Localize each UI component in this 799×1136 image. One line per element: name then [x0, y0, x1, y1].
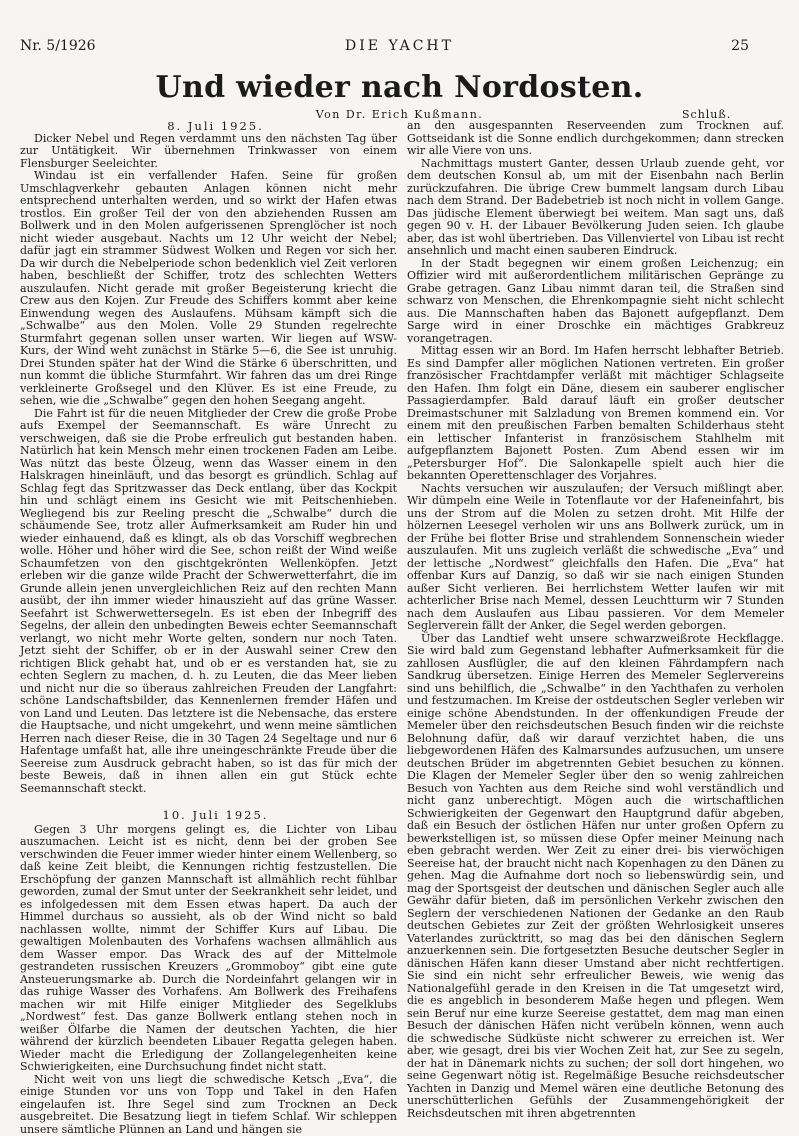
paragraph: an den ausgespannten Reserveenden zum Trocknen auf. Gottseidank ist die Sonne endlich durchgekommen; dann strecken wir alle Viere von uns. [407, 120, 784, 158]
paragraph: Dicker Nebel und Regen verdammt uns den nächsten Tag über zur Untätigkeit. Wir übernehmen Trinkwasser von einem Flensburger Seeleichter. [20, 133, 397, 171]
paragraph: Gegen 3 Uhr morgens gelingt es, die Lichter von Libau auszumachen. Leicht ist es nicht, denn bei der groben See verschwinden die Feuer immer wieder hinter einem Wellenberg, so daß keine Zeit bleibt, die Kennungen richtig festzustellen. Die Erschöpfung der ganzen Mannschaft ist allmählich recht fühlbar geworden, zumal der Smut unter der Seekrankheit sehr leidet, und es infolgedessen mit dem Essen etwas hapert. Da auch der Himmel durchaus so aussieht, als ob der Wind nicht so bald nachlassen wollte, nimmt der Schiffer Kurs auf Libau. Die gewaltigen Molenbauten des Vorhafens wachsen allmählich aus dem Wasser empor. Das Wrack des auf der Mittelmole gestrandeten russischen Kreuzers „Grommoboy“ gibt eine gute Ansteuerungsmarke ab. Durch die Nordeinfahrt gelangen wir in das ruhige Wasser des Vorhafens. Am Bollwerk des Freihafens machen wir mit Hilfe einiger Mitglieder des Segelklubs „Nordwest“ fest. Das ganze Bollwerk entlang stehen noch in weißer Ölfarbe die Namen der deutschen Yachten, die hier während der kürzlich beendeten Libauer Regatta gelegen haben. Wieder macht die Erledigung der Zollangelegenheiten keine Schwierigkeiten, eine Durchsuchung findet nicht statt. [20, 824, 397, 1074]
conclusion-marker: Schluß. [682, 108, 731, 121]
paragraph: Mittag essen wir an Bord. Im Hafen herrscht lebhafter Betrieb. Es sind Dampfer aller möglichen Nationen vertreten. Ein großer französischer Frachtdampfer verläßt mit mächtiger Schlagseite den Hafen. Ihm folgt ein Däne, diesem ein sauberer englischer Passagierdampfer. Bald darauf läuft ein großer deutscher Dreimastschuner mit Salzladung von Bremen kommend ein. Vor einem mit den preußischen Farben bemalten Schilderhaus steht ein lettischer Infanterist in französischem Stahlhelm mit aufgepflanztem Bajonett Posten. Zum Abend essen wir im „Petersburger Hof“. Die Salonkapelle spielt auch hier die bekannten Operettenschlager des Vorjahres. [407, 345, 784, 483]
right-column [407, 120, 784, 1092]
magazine-name: DIE YACHT [0, 38, 799, 54]
issue-number: Nr. 5/1926 [20, 38, 96, 54]
paragraph: Nachmittags mustert Ganter, dessen Urlaub zuende geht, vor dem deutschen Konsul ab, um mit der Eisenbahn nach Berlin zurückzufahren. Die übrige Crew bummelt langsam durch Libau nach dem Strand. Der Badebetrieb ist noch nicht in vollem Gange. Das jüdische Element überwiegt bei weitem. Man sagt uns, daß gegen 90 v. H. der Libauer Bevölkerung Juden seien. Ich glaube aber, das ist wohl übertrieben. Das Villenviertel von Libau ist recht ansehnlich und macht einen sauberen Eindruck. [407, 158, 784, 258]
left-column [20, 120, 397, 1092]
paragraph: Über das Landtief weht unsere schwarzweißrote Heckflagge. Sie wird bald zum Gegenstand lebhafter Aufmerksamkeit für die zahllosen Ausflügler, die auf den kleinen Fährdampfern nach Sandkrug übersetzen. Einige Herren des Memeler Seglervereins sind uns behilflich, die „Schwalbe“ in den Yachthafen zu verholen und festzumachen. Im Kreise der ostdeutschen Segler verleben wir einige schöne Abendstunden. In der offenkundigen Freude der Memeler über den reichsdeutschen Besuch finden wir die reichste Belohnung dafür, daß wir darauf verzichtet haben, die uns liebgewordenen Häfen des Kalmarsundes aufzusuchen, um unsere deutschen Brüder im abgetrennten Gebiet besuchen zu können. Die Klagen der Memeler Segler über den so wenig zahlreichen Besuch von Yachten aus dem Reiche sind wohl verständlich und nicht ganz unberechtigt. Mögen auch die wirtschaftlichen Schwierigkeiten der Gegenwart den Hauptgrund dafür abgeben, daß ein Besuch der östlichen Häfen nur unter großen Opfern zu bewerkstelligen ist, so müssen diese Opfer meiner Meinung nach eben gebracht werden. Wer Zeit zu einer drei- bis vierwöchigen Seereise hat, der braucht nicht nach Kopenhagen zu den Dänen zu gehen. Mag die Aufnahme dort noch so liebenswürdig sein, und mag der Sportsgeist der deutschen und dänischen Segler auch alle Gewähr dafür bieten, daß im persönlichen Verkehr zwischen den Seglern der verschiedenen Nationen der Gedanke an den Raub deutschen Gebietes zur Zeit der größten Wehrlosigkeit unseres Vaterlandes zurücktritt, so mag das bei den dänischen Seglern anzuerkennen sein. Die fortgesetzten Besuche deutscher Segler in dänischen Häfen kann dieser Umstand aber nicht rechtfertigen. Sie sind ein nicht sehr erfreulicher Beweis, wie wenig das Nationalgefühl gerade in den Kreisen in die Tat umgesetzt wird, die es angeblich in besonderem Maße hegen und pflegen. Wem sein Beruf nur eine kurze Seereise gestattet, dem mag man einen Besuch der dänischen Häfen nicht verübeln können, wenn auch die schwedische Südküste nicht schwerer zu erreichen ist. Wer aber, wie gesagt, drei bis vier Wochen Zeit hat, zur See zu segeln, der hat in Dänemark nichts zu suchen; der soll dort hingehen, wo seine Gegenwart nötig ist. Regelmäßige Besuche reichsdeutscher Yachten in Danzig und Memel wären eine deutliche Betonung des unerschütterlichen Gefühls der Zusammengehörigkeit der Reichsdeutschen mit ihren abgetrennten [407, 633, 784, 1121]
paragraph: Windau ist ein verfallender Hafen. Seine für großen Umschlagverkehr gebauten Anlagen können nicht mehr entsprechend unterhalten werden, und so wirkt der Hafen etwas trostlos. Ein großer Teil der von den abziehenden Russen am Bollwerk und in den Molen aufgerissenen Sprenglöcher ist noch nicht wieder ausgebaut. Nachts um 12 Uhr weicht der Nebel; dafür jagt ein strammer Südwest Wolken und Regen vor sich her. Da wir durch die Nebelperiode schon bedenklich viel Zeit verloren haben, beschließt der Schiffer, trotz des schlechten Wetters auszulaufen. Nicht gerade mit großer Begeisterung kriecht die Crew aus den Kojen. Zur Freude des Schiffers kommt aber keine Einwendung wegen des Auslaufens. Mühsam kämpft sich die „Schwalbe“ aus den Molen. Volle 29 Stunden regelrechte Sturmfahrt gegenan sollen unser warten. Wir liegen auf WSW-Kurs, der Wind weht zunächst in Stärke 5—6, die See ist unruhig. Drei Stunden später hat der Wind die Stärke 6 überschritten, und nun kommt die übliche Sturmfahrt. Wir fahren das um drei Ringe verkleinerte Großsegel und den Klüver. Es ist eine Freude, zu sehen, wie die „Schwalbe“ gegen den hohen Seegang angeht. [20, 170, 397, 408]
date-heading: 8. Juli 1925. [20, 120, 397, 133]
page-number: 25 [731, 38, 749, 54]
article-byline: Von Dr. Erich Kußmann. [0, 108, 799, 121]
paragraph: Nicht weit von uns liegt die schwedische Ketsch „Eva“, die einige Stunden vor uns von Topp und Takel in den Hafen eingelaufen ist. Ihre Segel sind zum Trocknen an Deck ausgebreitet. Die Besatzung liegt in tiefem Schlaf. Wir schleppen unsere sämtliche Plünnen an Land und hängen sie [20, 1074, 397, 1136]
paragraph: Die Fahrt ist für die neuen Mitglieder der Crew die große Probe aufs Exempel der Seemannschaft. Es wäre Unrecht zu verschweigen, daß sie die Probe erfreulich gut bestanden haben. Natürlich hat kein Mensch mehr einen trockenen Faden am Leibe. Was nützt das beste Ölzeug, wenn das Wasser einem in den Halskragen hineinläuft, und das besorgt es gründlich. Schlag auf Schlag fegt das Spritzwasser das Deck entlang, über das Kockpit hin und schlägt einem ins Gesicht wie mit Peitschenhieben. Wegliegend bis zur Reeling prescht die „Schwalbe“ durch die schäumende See, trotz aller Aufmerksamkeit am Ruder hin und wieder einhauend, daß es klingt, als ob das Vorschiff wegbrechen wolle. Höher und höher wird die See, schon reißt der Wind weiße Schaumfetzen von den gischtgekrönten Wellenköpfen. Jetzt erleben wir die ganze wilde Pracht der Schwerwetterfahrt, die im Grunde allein jenen unvergleichlichen Reiz auf den rechten Mann ausübt, der ihn immer wieder hinauszieht auf das grüne Wasser. Seefahrt ist Schwerwettersegeln. Es ist eben der Inbegriff des Segelns, der allein den unbedingten Beweis echter Seemannschaft verlangt, wo nicht mehr Worte gelten, sondern nur noch Taten. Jetzt sieht der Schiffer, ob er in der Auswahl seiner Crew den richtigen Blick gehabt hat, und ob er es verstanden hat, sie zu echten Seglern zu machen, d. h. zu Leuten, die das Meer lieben und nicht nur die so überaus zahlreichen Freuden der Langfahrt: schöne Landschaftsbilder, das Kennenlernen fremder Häfen und von Land und Leuten. Das letztere ist die Nebensache, das erstere die Hauptsache, und nicht umgekehrt, und wenn meine sämtlichen Herren nach dieser Reise, die in 30 Tagen 24 Segeltage und nur 6 Hafentage umfaßt hat, alle ihre uneingeschränkte Freude über die Seereise zum Ausdruck gebracht haben, so ist das für mich der beste Beweis, daß in ihnen allen ein gut Stück echte Seemannschaft steckt. [20, 408, 397, 796]
paragraph: In der Stadt begegnen wir einem großen Leichenzug; ein Offizier wird mit außerordentlichem militärischen Gepränge zu Grabe getragen. Ganz Libau nimmt daran teil, die Straßen sind schwarz von Menschen, die Ehrenkompagnie sieht nicht schlecht aus. Die Mannschaften haben das Bajonett aufgepflanzt. Dem Sarge wird in einer Droschke ein mächtiges Grabkreuz vorangetragen. [407, 258, 784, 346]
paragraph: Nachts versuchen wir auszulaufen; der Versuch mißlingt aber. Wir dümpeln eine Weile in Totenflaute vor der Hafeneinfahrt, bis uns der Strom auf die Molen zu setzen droht. Mit Hilfe der hölzernen Leesegel verholen wir uns ans Bollwerk zurück, um in der Frühe bei flotter Brise und strahlendem Sonnenschein wieder auszulaufen. Mit uns zugleich verläßt die schwedische „Eva“ und der lettische „Nordwest“ gleichfalls den Hafen. Die „Eva“ hat offenbar Kurs auf Danzig, so daß wir sie nach einigen Stunden außer Sicht verlieren. Bei herrlichstem Wetter laufen wir mit achterlicher Brise nach Memel, dessen Leuchtturm wir 7 Stunden nach dem Auslaufen aus Libau passieren. Vor dem Memeler Seglerverein fällt der Anker, die Segel werden geborgen. [407, 483, 784, 633]
article-title: Und wieder nach Nordosten. [0, 70, 799, 105]
date-heading: 10. Juli 1925. [20, 809, 397, 822]
